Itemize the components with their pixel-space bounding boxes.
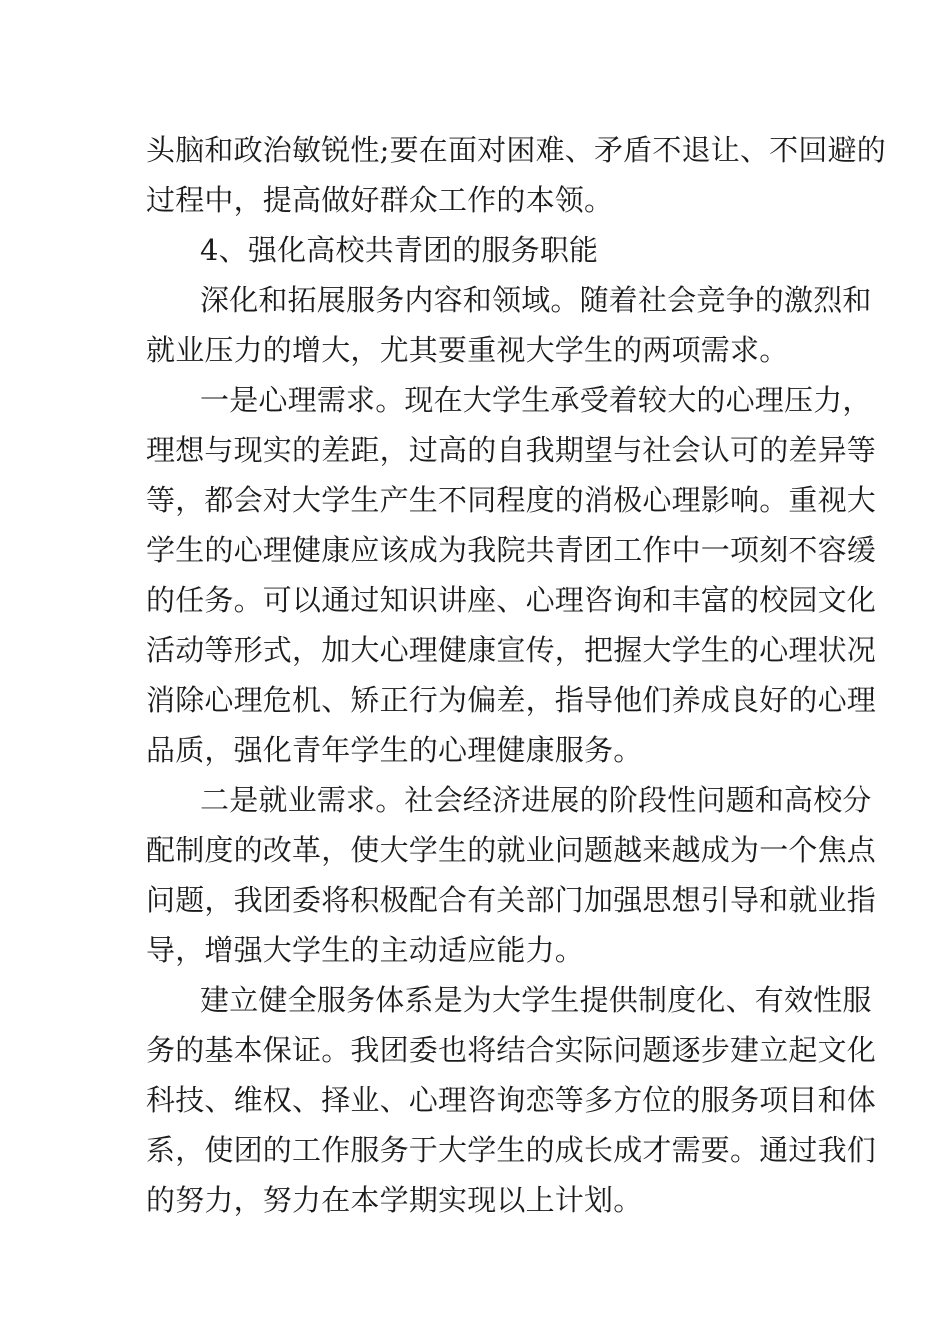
text-line: 科技、维权、择业、心理咨询恋等多方位的服务项目和体: [146, 1083, 877, 1117]
text-line: 学生的心理健康应该成为我院共青团工作中一项刻不容缓: [146, 533, 877, 567]
text-line: 品质，强化青年学生的心理健康服务。: [146, 733, 643, 767]
text-line: 配制度的改革，使大学生的就业问题越来越成为一个焦点: [146, 833, 877, 867]
text-line: 等，都会对大学生产生不同程度的消极心理影响。重视大: [146, 483, 877, 517]
section-heading: 4、强化高校共青团的服务职能: [200, 233, 599, 267]
text-line: 就业压力的增大，尤其要重视大学生的两项需求。: [146, 333, 789, 367]
text-line: 活动等形式，加大心理健康宣传，把握大学生的心理状况: [146, 633, 877, 667]
text-line: 务的基本保证。我团委也将结合实际问题逐步建立起文化: [146, 1033, 877, 1067]
text-line: 二是就业需求。社会经济进展的阶段性问题和高校分: [200, 783, 872, 817]
text-line: 理想与现实的差距，过高的自我期望与社会认可的差异等: [146, 433, 877, 467]
text-line: 的努力，努力在本学期实现以上计划。: [146, 1183, 643, 1217]
text-line: 的任务。可以通过知识讲座、心理咨询和丰富的校园文化: [146, 583, 877, 617]
text-line: 导，增强大学生的主动适应能力。: [146, 933, 585, 967]
text-line: 头脑和政治敏锐性;要在面对困难、矛盾不退让、不回避的: [146, 133, 886, 167]
text-line: 深化和拓展服务内容和领域。随着社会竞争的激烈和: [200, 283, 872, 317]
text-line: 问题，我团委将积极配合有关部门加强思想引导和就业指: [146, 883, 877, 917]
text-line: 过程中，提高做好群众工作的本领。: [146, 183, 614, 217]
text-line: 建立健全服务体系是为大学生提供制度化、有效性服: [200, 983, 872, 1017]
text-line: 一是心理需求。现在大学生承受着较大的心理压力，: [200, 383, 872, 417]
text-line: 消除心理危机、矫正行为偏差，指导他们养成良好的心理: [146, 683, 877, 717]
text-line: 系，使团的工作服务于大学生的成长成才需要。通过我们: [146, 1133, 877, 1167]
